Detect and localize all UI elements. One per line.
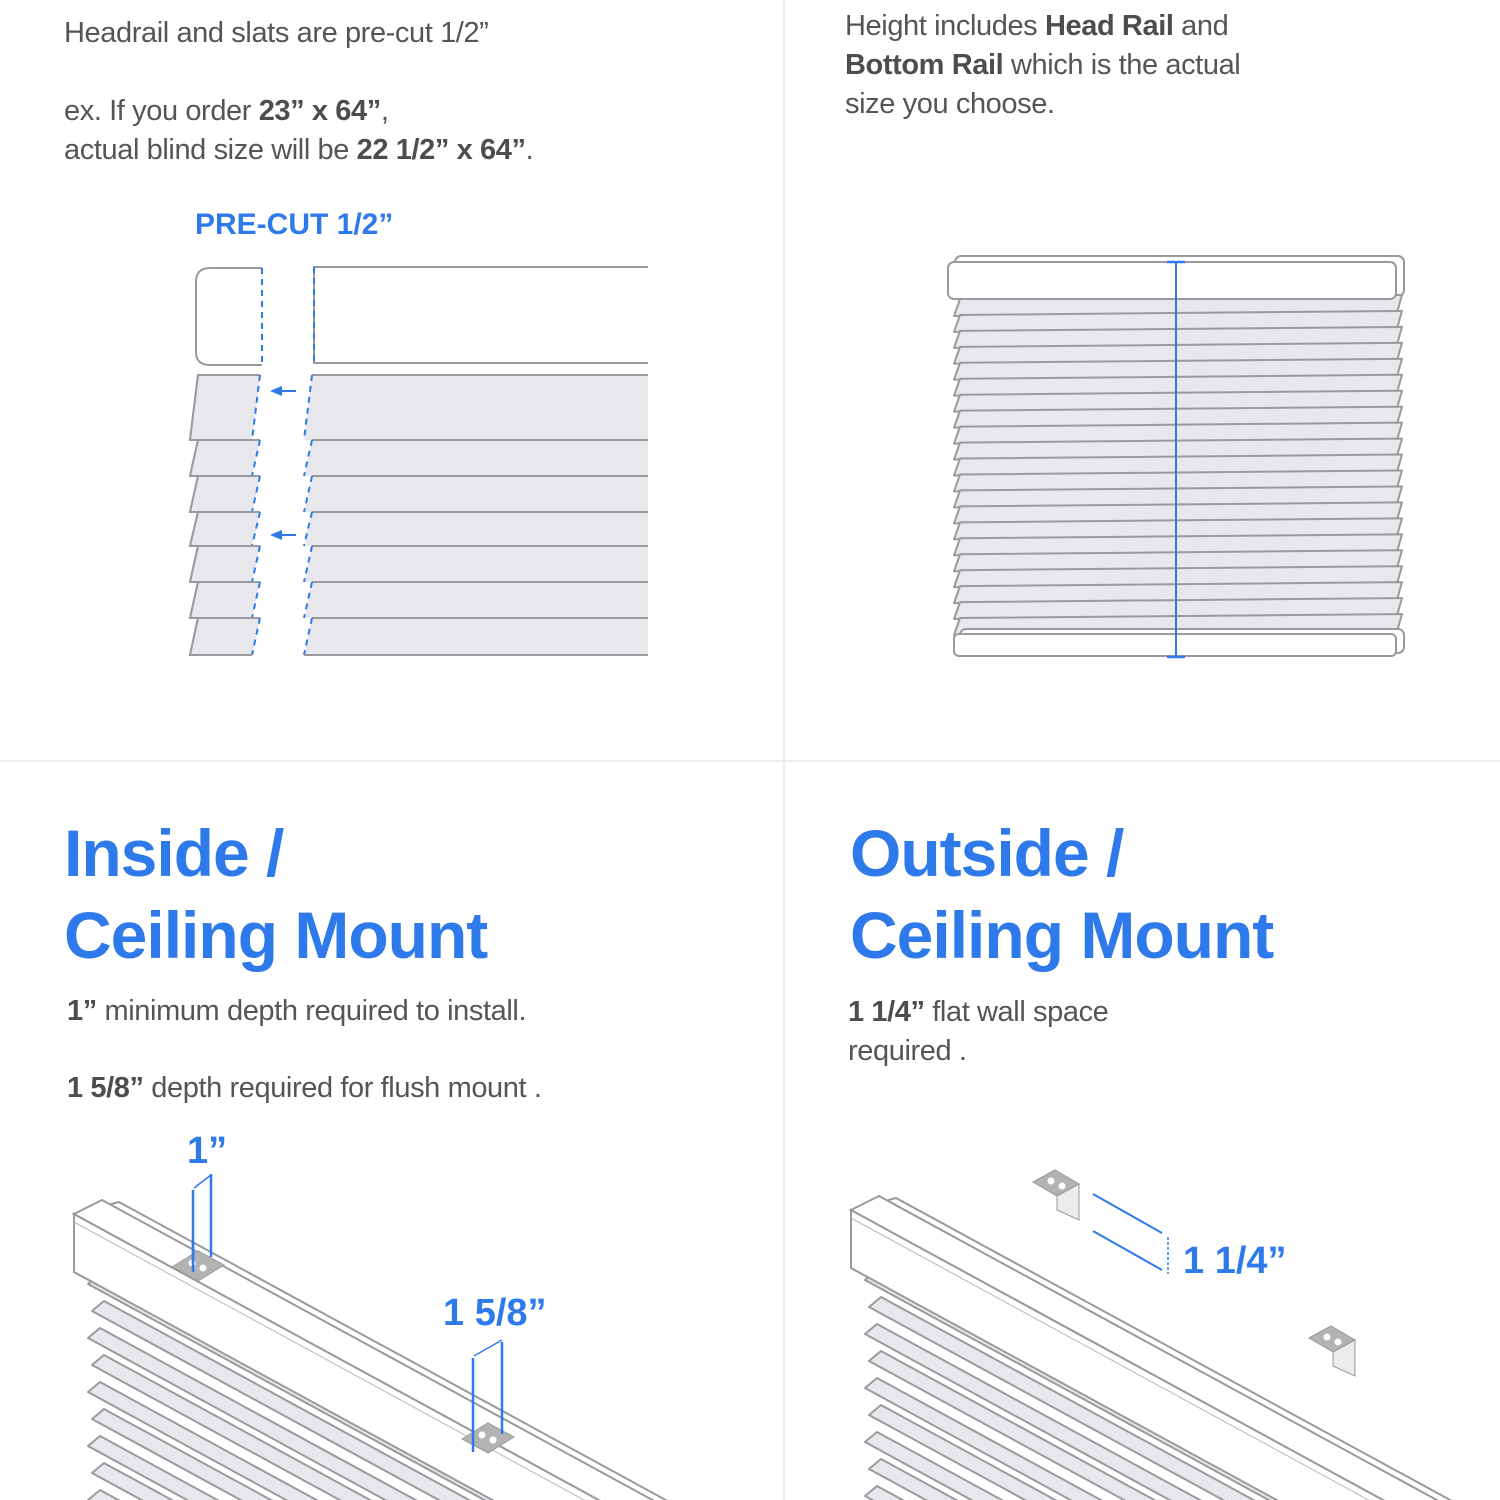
- height-panel: [785, 0, 1500, 760]
- precut-description: Headrail and slats are pre-cut 1/2”: [64, 17, 489, 49]
- outside-mount-diagram: [785, 762, 1500, 1500]
- cutoff-slat-fill: [190, 582, 260, 618]
- main-slat: [304, 375, 648, 440]
- main-slat: [304, 512, 648, 546]
- screw-hole: [1324, 1334, 1331, 1341]
- dim-1in-slash: [194, 1175, 211, 1188]
- inside-mount-diagram: [0, 762, 783, 1500]
- outside-mount-panel: [785, 762, 1500, 1500]
- cutoff-slat-fill: [190, 512, 260, 546]
- dimension-label-1-1-4in: 1 1/4”: [1183, 1240, 1287, 1282]
- cutoff-slat-fill: [190, 375, 260, 440]
- inside-req1-value: 1”: [67, 995, 97, 1027]
- head-rail-term: Head Rail: [1044, 10, 1174, 42]
- inside-req1-text: minimum depth required to install.: [96, 995, 527, 1027]
- dim-114-line-bottom: [1093, 1231, 1162, 1270]
- main-slat: [304, 546, 648, 582]
- actual-prefix: actual blind size will be: [64, 134, 357, 166]
- main-slat: [304, 582, 648, 618]
- height-text-mid: and: [1173, 10, 1229, 42]
- height-text-line3: size you choose.: [845, 88, 1055, 120]
- outside-bracket-1: [1033, 1170, 1079, 1220]
- inside-mount-panel: [0, 762, 783, 1500]
- outside-req-text: flat wall space: [924, 996, 1109, 1028]
- cutoff-slat-fill: [190, 618, 260, 655]
- precut-panel: [0, 0, 783, 760]
- cutoff-slat-fill: [190, 476, 260, 512]
- head-rail: [948, 262, 1396, 299]
- screw-hole: [1048, 1178, 1055, 1185]
- arrow-left-icon: [270, 386, 296, 396]
- actual-blind-size: 22 1/2” x 64”: [356, 134, 526, 166]
- dim-158-slash: [474, 1340, 502, 1356]
- cutoff-slat-fill: [190, 440, 260, 476]
- height-diagram: [785, 0, 1500, 760]
- main-slat: [304, 476, 648, 512]
- bottom-rail-term: Bottom Rail: [845, 49, 1004, 81]
- actual-suffix: .: [525, 134, 534, 166]
- example-order-size: 23” x 64”: [258, 95, 381, 127]
- dim-114-line-top: [1093, 1194, 1162, 1233]
- screw-hole: [1335, 1339, 1342, 1346]
- outside-req-line2: required .: [848, 1035, 967, 1067]
- outside-bracket-2: [1309, 1326, 1355, 1376]
- precut-label: PRE-CUT 1/2”: [195, 208, 394, 241]
- inside-req2-text: depth required for flush mount .: [143, 1072, 542, 1104]
- example-prefix: ex. If you order: [64, 95, 259, 127]
- main-slat: [304, 440, 648, 476]
- screw-hole: [1059, 1183, 1066, 1190]
- example-suffix: ,: [380, 95, 389, 127]
- inside-title-line2: Ceiling Mount: [64, 898, 488, 972]
- inside-title-line1: Inside /: [64, 816, 284, 890]
- screw-hole: [490, 1437, 497, 1444]
- dimension-label-1-5-8in: 1 5/8”: [443, 1292, 547, 1334]
- arrow-left-icon: [270, 530, 296, 540]
- precut-diagram: [0, 0, 783, 760]
- headrail-main: [314, 267, 648, 363]
- screw-hole: [479, 1432, 486, 1439]
- inside-req2-value: 1 5/8”: [67, 1072, 144, 1104]
- screw-hole: [200, 1265, 207, 1272]
- main-slat: [304, 618, 648, 655]
- height-text-prefix: Height includes: [845, 10, 1045, 42]
- outside-req-value: 1 1/4”: [848, 996, 925, 1028]
- headrail-cutoff: [196, 268, 262, 365]
- cutoff-slat-fill: [190, 546, 260, 582]
- height-text-suffix: which is the actual: [1003, 49, 1241, 81]
- dimension-label-1in: 1”: [187, 1130, 228, 1172]
- outside-title-line2: Ceiling Mount: [850, 898, 1274, 972]
- outside-title-line1: Outside /: [850, 816, 1124, 890]
